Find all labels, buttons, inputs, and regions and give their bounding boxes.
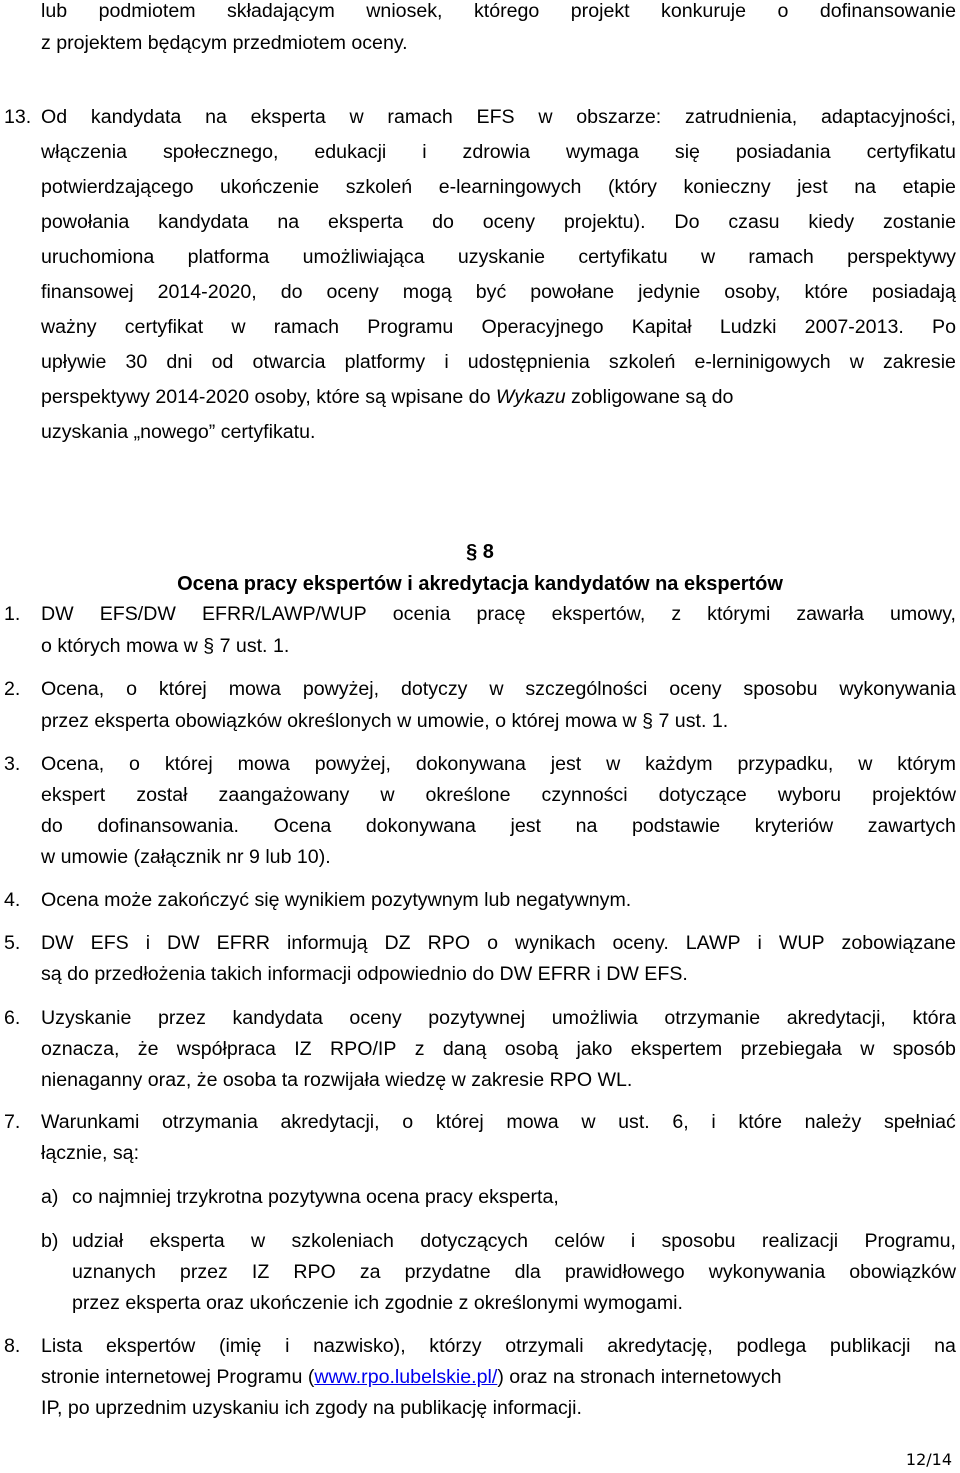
subitem-letter: b) xyxy=(41,1230,59,1252)
list-item-line: nienaganny oraz, że osoba ta rozwijała wiedzę w zakresie RPO WL. xyxy=(41,1069,633,1091)
item-number: 4. xyxy=(4,889,21,911)
paragraph-line: finansowej 2014-2020, do oceny mogą być powołane jedynie osoby, które posiadają xyxy=(41,281,956,303)
paragraph-line: uzyskania „nowego” certyfikatu. xyxy=(41,421,316,443)
list-item-line: Ocena, o której mowa powyżej, dokonywana jest w każdym przypadku, w którym xyxy=(41,753,956,775)
list-item-line: DW EFS i DW EFRR informują DZ RPO o wynikach oceny. LAWP i WUP zobowiązane xyxy=(41,932,956,954)
item-number: 1. xyxy=(4,603,21,625)
subitem-line: co najmniej trzykrotna pozytywna ocena pracy eksperta, xyxy=(72,1186,559,1208)
item-number: 2. xyxy=(4,678,21,700)
list-item-line: oznacza, że współpraca IZ RPO/IP z daną osobą jako ekspertem przebiegała w sposób xyxy=(41,1038,956,1060)
list-item-line: Ocena może zakończyć się wynikiem pozytywnym lub negatywnym. xyxy=(41,889,632,911)
list-item-line: przez eksperta obowiązków określonych w umowie, o której mowa w § 7 ust. 1. xyxy=(41,710,729,732)
item-number: 7. xyxy=(4,1111,21,1133)
list-item-line: IP, po uprzednim uzyskaniu ich zgody na publikację informacji. xyxy=(41,1397,582,1419)
paragraph-line: z projektem będącym przedmiotem oceny. xyxy=(41,32,408,54)
section-title: Ocena pracy ekspertów i akredytacja kandydatów na ekspertów xyxy=(177,573,783,595)
subitem-line: udział eksperta w szkoleniach dotyczących celów i sposobu realizacji Programu, xyxy=(72,1230,956,1252)
list-item-line: ekspert został zaangażowany w określone czynności dotyczące wyboru projektów xyxy=(41,784,956,806)
paragraph-line: powołania kandydata na eksperta do oceny projektu). Do czasu kiedy zostanie xyxy=(41,211,956,233)
page-number: 12/14 xyxy=(905,1450,952,1469)
list-item-line: stronie internetowej Programu (www.rpo.lubelskie.pl/) oraz na stronach internetowych xyxy=(41,1366,782,1388)
list-item-line: łącznie, są: xyxy=(41,1142,140,1164)
subitem-letter: a) xyxy=(41,1186,59,1208)
list-item-line: Warunkami otrzymania akredytacji, o której mowa w ust. 6, i które należy spełniać xyxy=(41,1111,956,1133)
paragraph-line: ważny certyfikat w ramach Programu Operacyjnego Kapitał Ludzki 2007-2013. Po xyxy=(41,316,956,338)
program-website-link[interactable]: www.rpo.lubelskie.pl/ xyxy=(314,1366,498,1388)
paragraph-line: upływie 30 dni od otwarcia platformy i udostępnienia szkoleń e-lerninigowych w zakresie xyxy=(41,351,956,373)
paragraph-line: perspektywy 2014-2020 osoby, które są wpisane do Wykazu zobligowane są do xyxy=(41,386,734,408)
emphasis-wykaz: Wykazu xyxy=(495,386,566,408)
subitem-line: przez eksperta oraz ukończenie ich zgodnie z określonymi wymogami. xyxy=(72,1292,683,1314)
list-item-line: Lista ekspertów (imię i nazwisko), którzy otrzymali akredytację, podlega publikacji na xyxy=(41,1335,956,1357)
list-item-line: o których mowa w § 7 ust. 1. xyxy=(41,635,290,657)
list-item-line: DW EFS/DW EFRR/LAWP/WUP ocenia pracę ekspertów, z którymi zawarła umowy, xyxy=(41,603,956,625)
section-number: § 8 xyxy=(466,541,494,563)
paragraph-line: lub podmiotem składającym wniosek, którego projekt konkuruje o dofinansowanie xyxy=(41,0,956,22)
subitem-line: uznanych przez IZ RPO za przydatne dla prawidłowego wykonywania obowiązków xyxy=(72,1261,956,1283)
list-item-line: Ocena, o której mowa powyżej, dotyczy w szczególności oceny sposobu wykonywania xyxy=(41,678,956,700)
item-number: 6. xyxy=(4,1007,21,1029)
list-item-line: Uzyskanie przez kandydata oceny pozytywnej umożliwia otrzymanie akredytacji, która xyxy=(41,1007,956,1029)
list-item-line: do dofinansowania. Ocena dokonywana jest na podstawie kryteriów zawartych xyxy=(41,815,956,837)
item-number: 5. xyxy=(4,932,21,954)
list-item-line: w umowie (załącznik nr 9 lub 10). xyxy=(41,846,331,868)
paragraph-line: Od kandydata na eksperta w ramach EFS w obszarze: zatrudnienia, adaptacyjności, xyxy=(41,106,956,128)
item-number: 3. xyxy=(4,753,21,775)
paragraph-line: potwierdzającego ukończenie szkoleń e-learningowych (który konieczny jest na etapie xyxy=(41,176,956,198)
item-number: 8. xyxy=(4,1335,21,1357)
list-item-line: są do przedłożenia takich informacji odpowiednio do DW EFRR i DW EFS. xyxy=(41,963,688,985)
item-number: 13. xyxy=(4,106,32,128)
paragraph-line: uruchomiona platforma umożliwiająca uzyskanie certyfikatu w ramach perspektywy xyxy=(41,246,956,268)
paragraph-line: włączenia społecznego, edukacji i zdrowia wymaga się posiadania certyfikatu xyxy=(41,141,956,163)
